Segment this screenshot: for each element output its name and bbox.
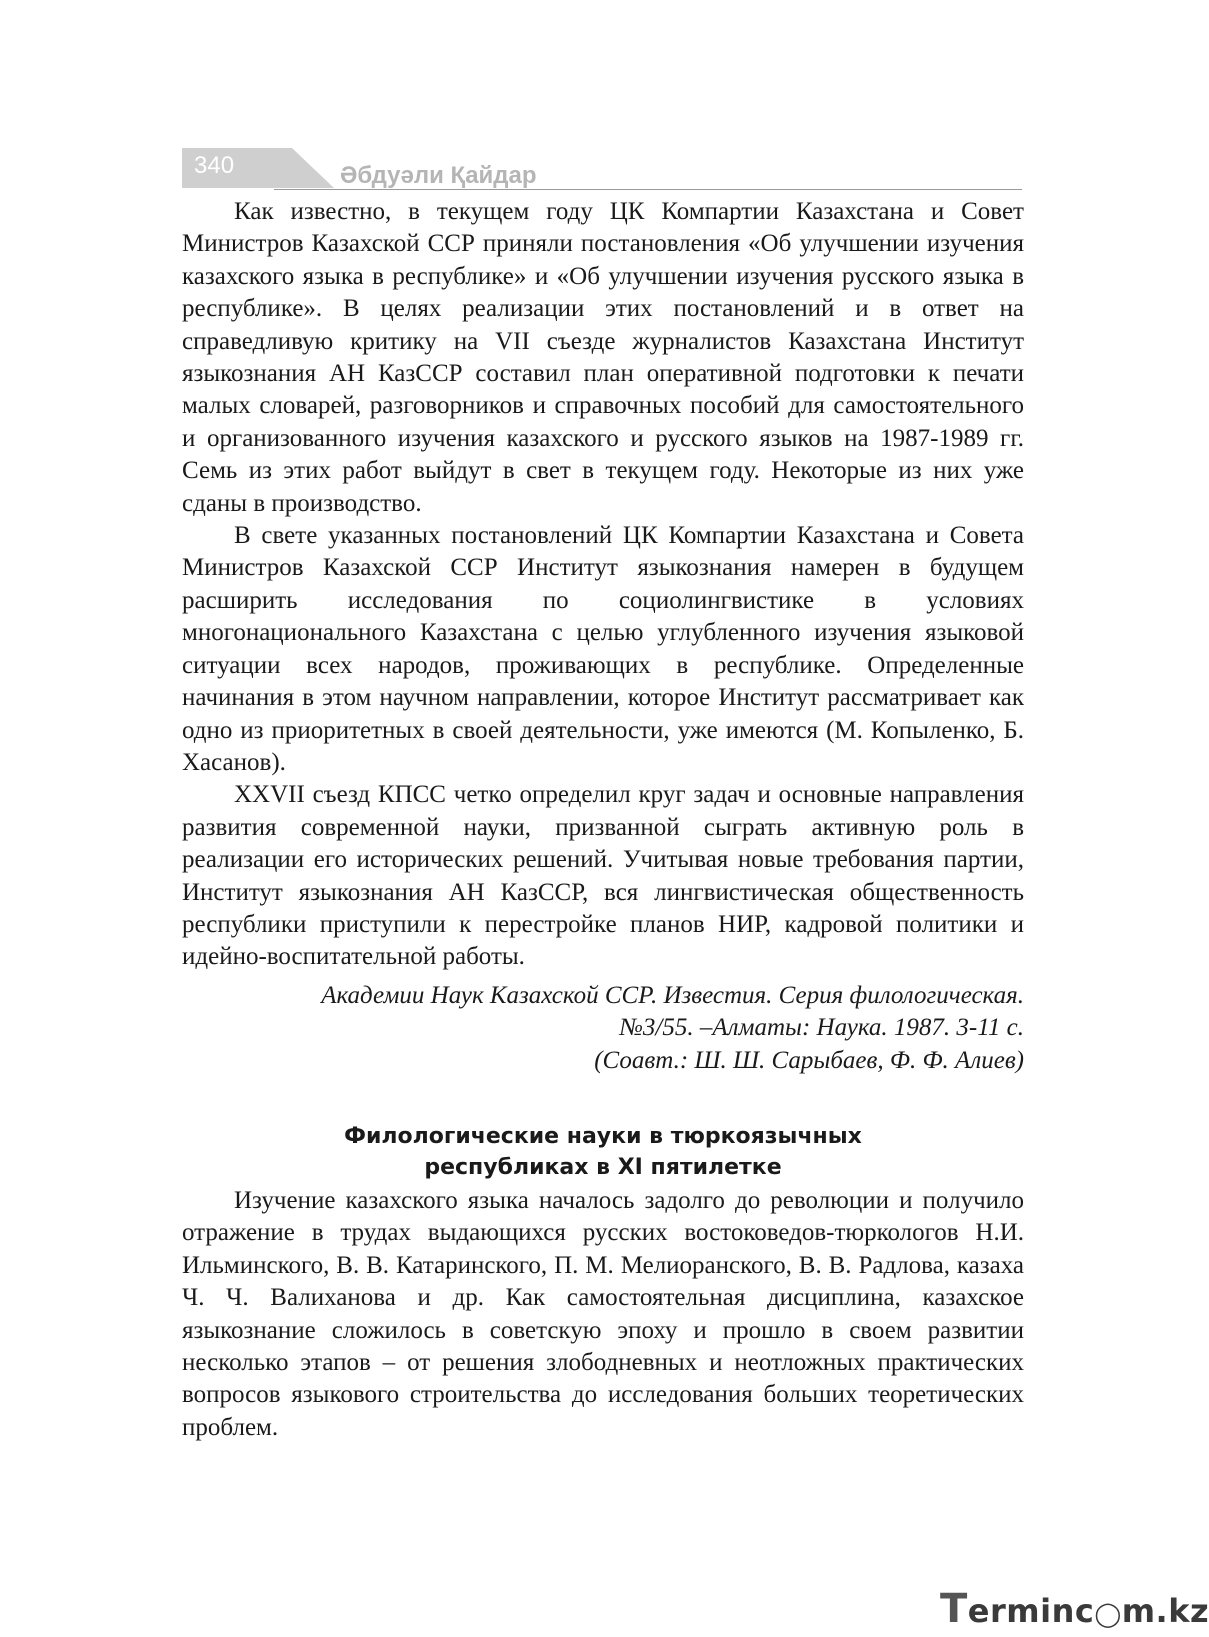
source-line-1: Академии Наук Казахской ССР. Известия. Серия филологическая. — [321, 981, 1024, 1009]
section-title — [182, 1121, 1024, 1183]
watermark-tail: m.kz — [1121, 1592, 1209, 1630]
page-header — [182, 148, 1022, 192]
paragraph-1: Как известно, в текущем году ЦК Компартии Казахстана и Совет Министров Казахской ССР приняли постановления «Об улучшении изучения казахского языка в республике» и «Об улучшении изучения русского языка в республике». В целях реализации этих постановлений и в ответ на справедливую критику на VII съезде журналистов Казахстана Институт языкознания АН КазССР составил план оперативной подготовки к печати малых словарей, разговорников и справочных пособий для самостоятельного и организованного изучения казахского и русского языков на 1987-1989 гг. Семь из этих работ выйдут в свет в текущем году. Некоторые из них уже сданы в производство. — [182, 198, 1024, 517]
watermark-text: erminc — [967, 1592, 1095, 1630]
section-title-line-2: республиках в XI пятилетке — [424, 1154, 782, 1180]
source-line-2: №3/55. –Алматы: Наука. 1987. 3-11 с. — [619, 1014, 1024, 1042]
magnifier-icon: ◯ — [1094, 1600, 1122, 1628]
watermark-first-letter: T — [940, 1586, 968, 1632]
page-number-box — [182, 148, 274, 188]
paragraph-3: XXVII съезд КПСС четко определил круг задач и основные направления развития современной науки, призванной сыграть активную роль в реализации его исторических решений. Учитывая новые требования партии, Институт языкознания АН КазССР, вся лингвистическая общественность республики приступили к перестройке планов НИР, кадровой политики и идейно-воспитательной работы. — [182, 781, 1024, 971]
source-line-3: (Соавт.: Ш. Ш. Сарыбаев, Ф. Ф. Алиев) — [594, 1046, 1024, 1074]
section-paragraph: Изучение казахского языка началось задолго до революции и получило отражение в трудах выдающихся русских востоковедов-тюркологов Н.И. Ильминского, В. В. Катаринского, П. М. Мелиоранского, В. В. Радлова, казаха Ч. Ч. Валиханова и др. Как самостоятельная дисциплина, казахское языкознание сложилось в советскую эпоху и прошло в своем развитии несколько этапов – от решения злободневных и неотложных практических вопросов языкового строительства до исследования больших теоретических проблем. — [182, 1186, 1024, 1441]
source-citation — [182, 980, 1024, 1077]
page-number: 340 — [194, 152, 235, 179]
paragraph-2: В свете указанных постановлений ЦК Компартии Казахстана и Совета Министров Казахской ССР Институт языкознания намерен в будущем расширить исследования по социолингвистике в условиях многонационального Казахстана с целью углубленного изучения языковой ситуации всех народов, проживающих в республике. Определенные начинания в этом научном направлении, которое Институт рассматривает как одно из приоритетных в своей деятельности, уже имеются (М. Копыленко, Б. Хасанов). — [182, 522, 1024, 776]
page-content — [182, 196, 1024, 1444]
termincom-watermark-logo — [940, 1586, 1209, 1632]
header-rule — [274, 189, 1022, 190]
section-title-line-1: Филологические науки в тюркоязычных — [344, 1123, 862, 1149]
running-head-author: Әбдуәли Қайдар — [340, 162, 537, 189]
